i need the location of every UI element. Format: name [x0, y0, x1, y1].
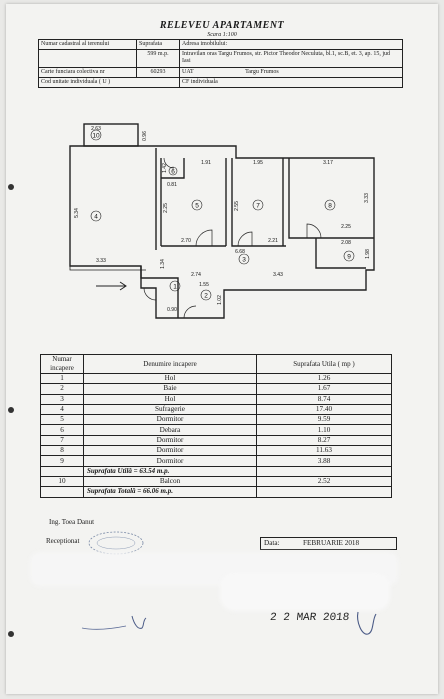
dimension-label: 1.91: [201, 160, 211, 166]
room-label: 3: [242, 256, 246, 264]
date-label: Data:: [264, 539, 280, 547]
engineer-name: Ing. Toea Danut: [49, 518, 95, 526]
room-name: Hol: [84, 374, 257, 384]
empty-cell: [257, 466, 392, 476]
col-header-name: Denumire incapere: [84, 355, 257, 374]
dimension-label: 3.33: [96, 258, 106, 264]
floor-plan: [56, 118, 396, 328]
room-name: Dormitor: [84, 446, 257, 456]
room-number: 7: [41, 435, 84, 445]
dimension-label: 5.34: [74, 208, 80, 218]
table-row: [41, 415, 392, 425]
uat-value: Targu Frumos: [245, 68, 279, 75]
dimension-label: 1.98: [365, 249, 371, 259]
door-swing: [184, 306, 196, 318]
room-number: 5: [41, 415, 84, 425]
table-row: [41, 374, 392, 384]
uat-cell: [180, 67, 403, 77]
table-row-balcony: [41, 476, 392, 486]
room-area: 17.40: [257, 404, 392, 414]
dimension-label: 3.43: [273, 272, 283, 278]
rooms-table: [40, 354, 392, 498]
room-area: 8.74: [257, 394, 392, 404]
document-title: RELEVEU APARTAMENT: [159, 20, 285, 31]
wall: [289, 158, 374, 238]
empty-cell: [257, 487, 392, 497]
room-area: 8.27: [257, 435, 392, 445]
table-row: [41, 425, 392, 435]
room-label: 7: [256, 202, 260, 210]
dimension-label: 3.17: [323, 160, 333, 166]
room-area: 1.67: [257, 384, 392, 394]
date-box: [260, 537, 397, 550]
room-label: 4: [94, 213, 98, 221]
room-area: 11.63: [257, 446, 392, 456]
dimension-label: 2.08: [341, 240, 351, 246]
dimension-label: 0.81: [167, 182, 177, 188]
dimension-label: 1.42: [162, 163, 168, 173]
room-label: 2: [204, 292, 208, 300]
table-row: [41, 456, 392, 466]
punch-hole: [8, 184, 14, 190]
room-number: 1: [41, 374, 84, 384]
signature-mark: [352, 606, 382, 642]
surface-label: Suprafata: [137, 40, 180, 50]
dimension-label: 1.55: [199, 282, 209, 288]
dimension-label: 2.21: [268, 238, 278, 244]
cod-label: Cod unitate individuala ( U ): [39, 77, 180, 87]
dimension-label: 1.02: [217, 295, 223, 305]
dimension-label: 0.96: [142, 131, 148, 141]
room-name: Baie: [84, 384, 257, 394]
useful-total: Suprafata Utilă = 63.54 m.p.: [84, 466, 257, 476]
cf-label: CF individuala: [180, 77, 403, 87]
dimension-label: 2.25: [163, 203, 169, 213]
signature-mark: [80, 620, 130, 632]
dimension-label: 3.33: [364, 193, 370, 203]
dimension-label: 2.25: [341, 224, 351, 230]
room-area: 1.26: [257, 374, 392, 384]
room-name: Dormitor: [84, 435, 257, 445]
room-name: Balcon: [84, 476, 257, 486]
room-area: 2.52: [257, 476, 392, 486]
carte-value: 60293: [137, 67, 180, 77]
stamp-date: 2 2 MAR 2018: [269, 612, 350, 624]
punch-hole: [8, 631, 14, 637]
table-row: [41, 435, 392, 445]
door-swing: [144, 288, 156, 300]
room-number: 8: [41, 446, 84, 456]
outer-wall: [70, 146, 374, 318]
room-number: 4: [41, 404, 84, 414]
door-swing: [307, 224, 321, 238]
entrance-arrow: [96, 282, 126, 290]
room-area: 3.88: [257, 456, 392, 466]
room-label: 5: [195, 202, 199, 210]
address-label: Adresa imobilului:: [180, 40, 403, 50]
door-swing: [196, 230, 212, 246]
room-label: 6: [171, 168, 175, 176]
room-number: 2: [41, 384, 84, 394]
col-header-number: Numar incapere: [41, 355, 84, 374]
cadastral-value: [39, 50, 137, 67]
date-value: FEBRUARIE 2018: [303, 539, 360, 547]
dimension-label: 2.63: [91, 126, 101, 132]
room-name: Sufragerie: [84, 404, 257, 414]
room-label: 9: [347, 253, 351, 261]
dimension-label: 1.34: [160, 259, 166, 269]
room-name: Dormitor: [84, 415, 257, 425]
room-number: 9: [41, 456, 84, 466]
door-swing: [238, 232, 252, 246]
useful-total-row: [41, 466, 392, 476]
room-label: 1: [173, 283, 177, 291]
dimension-label: 6.68: [235, 249, 245, 255]
room-number: 10: [41, 476, 84, 486]
table-row: [41, 394, 392, 404]
property-header-table: [38, 39, 403, 88]
dimension-label: 1.95: [253, 160, 263, 166]
col-header-area: Suprafata Utila ( mp ): [257, 355, 392, 374]
table-row: [41, 404, 392, 414]
punch-hole: [8, 407, 14, 413]
dimension-label: 2.74: [191, 272, 201, 278]
cadastral-label: Numar cadastral al terenului: [39, 40, 137, 50]
address-value: Intravilan oras Targu Frumos, str. Pictor Theodor Neculuta, bl.1, sc.B, et. 3, ap. 15, jud Iasi: [180, 50, 403, 67]
grand-total: Suprafata Totală = 66.06 m.p.: [84, 487, 257, 497]
room-label: 10: [92, 132, 100, 140]
room-number: 3: [41, 394, 84, 404]
dimension-label: 0.90: [167, 307, 177, 313]
table-row: [41, 446, 392, 456]
room-name: Dormitor: [84, 456, 257, 466]
grand-total-row: [41, 487, 392, 497]
scale-label: Scara 1:100: [207, 32, 237, 38]
room-name: Debara: [84, 425, 257, 435]
room-area: 1.10: [257, 425, 392, 435]
room-area: 9.59: [257, 415, 392, 425]
carte-label: Carte funciara colectiva nr: [39, 67, 137, 77]
room-label: 8: [328, 202, 332, 210]
dimension-label: 2.55: [234, 201, 240, 211]
received-label: Receptionat: [46, 537, 80, 545]
dimension-label: 2.70: [181, 238, 191, 244]
empty-cell: [41, 487, 84, 497]
signature-mark: [128, 612, 158, 634]
empty-cell: [41, 466, 84, 476]
surface-value: 599 m.p.: [137, 50, 180, 67]
table-row: [41, 384, 392, 394]
room-number: 6: [41, 425, 84, 435]
room-name: Hol: [84, 394, 257, 404]
uat-label: UAT: [182, 68, 194, 75]
